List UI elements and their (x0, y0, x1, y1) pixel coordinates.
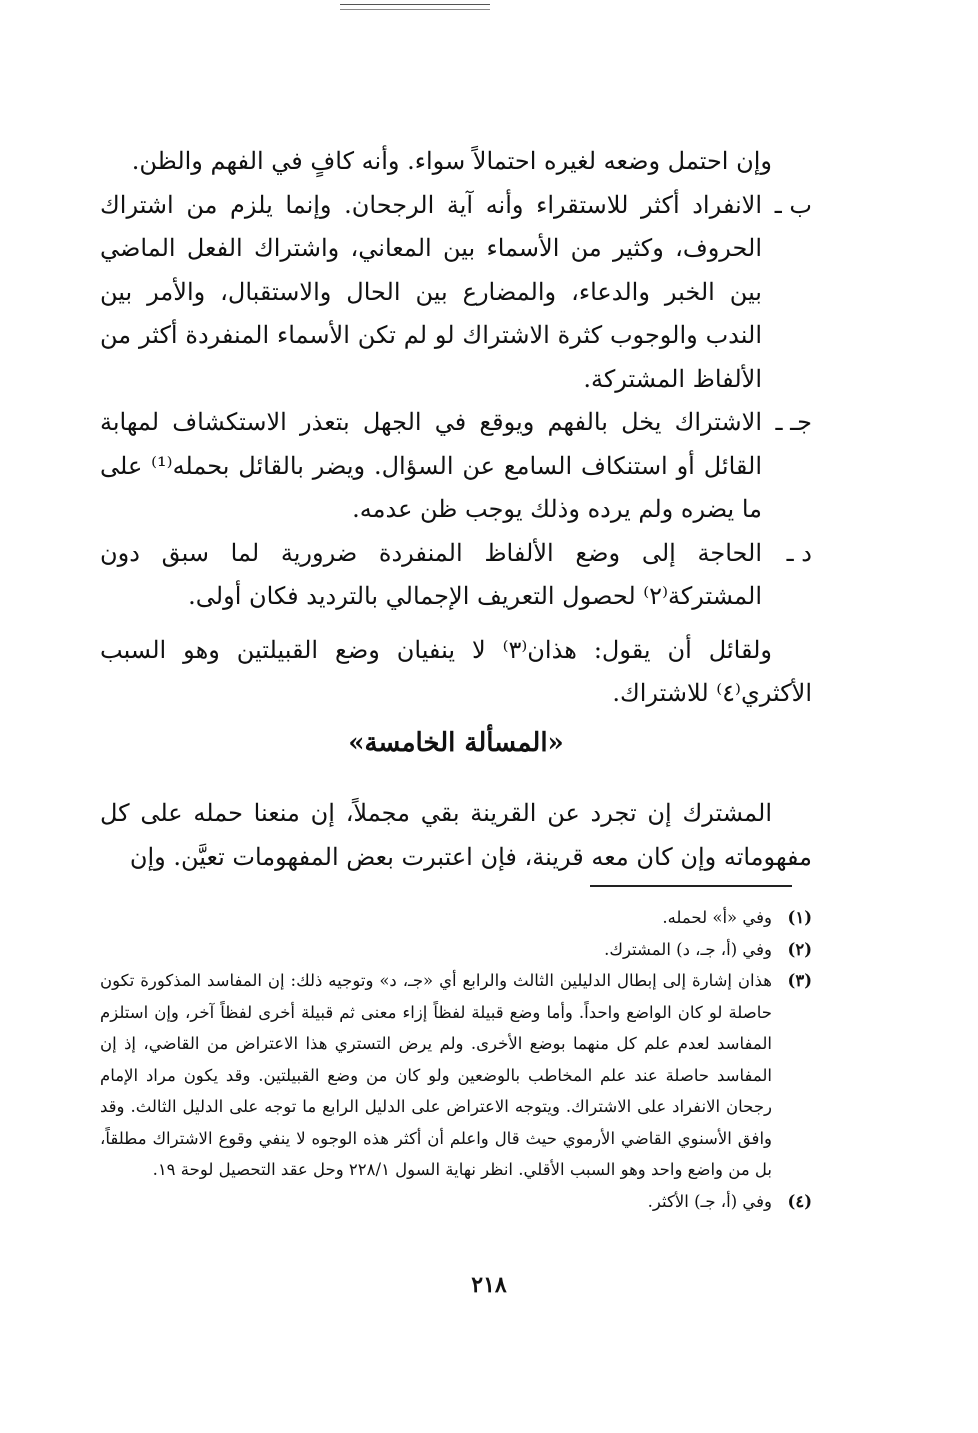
footnote (100, 902, 812, 934)
footnote-text: وفي (أ، جـ) الأكثر. (647, 1191, 772, 1211)
point-b-text: الانفراد أكثر للاستقراء وأنه آية الرجحان. وإنما يلزم من اشتراك الحروف، وكثير من الأسماء بين المعاني، واشتراك الفعل الماضي بين الخبر والدعاء، والمضارع بين الحال والاستقبال، والأمر بين الندب والوجوب كثرة الاشتراك لو لم تكن الأسماء المنفردة أكثر من الألفاظ المشتركة. (100, 190, 762, 393)
footnote-number: (٤) (787, 1191, 812, 1211)
footnote-number: (١) (787, 908, 812, 927)
point-b (100, 184, 812, 402)
footnote (100, 934, 812, 966)
intro-paragraph: وإن احتمل وضعه لغيره احتمالاً سواء. وأنه كافٍ في الفهم والظن. (131, 147, 772, 175)
header-rule-secondary (340, 9, 490, 10)
objection-paragraph: ولقائل أن يقول: هذان⁽٣⁾ لا ينفيان وضع القبيلتين وهو السبب الأكثري⁽٤⁾ للاشتراك. (100, 635, 812, 707)
header-rule (340, 4, 490, 5)
section-paragraph: المشترك إن تجرد عن القرينة بقي مجملاً، إن منعنا حمله على كل مفهوماته وإن كان معه قرينة، فإن اعتبرت بعض المفهومات تعيَّن. وإن (100, 799, 812, 871)
point-j-label: جـ ـ (775, 408, 812, 436)
section-title: «المسألة الخامسة» (348, 728, 564, 758)
point-d-label: د ـ (786, 538, 812, 567)
footnote-text: هذان إشارة إلى إبطال الدليلين الثالث والرابع أي «جـ، د» وتوجيه ذلك: إن المفاسد المذكورة تكون حاصلة لو كان الواضع واحداً. وأما وضع قبيلة لفظاً إزاء معنى ثم قبيلة أخرى لفظاً آخر، وإن استلزم المفاسد لعدم علم كل منهما بوضع الأخرى. ولم يرض التستري هذا الاعتراض من القاضي، إذ إن المفاسد حاصلة عند علم المخاطب بالوضعين ولو كان من وضع القبيلتين. وقد يكون مراد الإمام رجحان الانفراد على الاشتراك. ويتوجه الاعتراض على الدليل الرابع ما توجه على الدليل الثالث. وقد وافق الأسنوي القاضي الأرموي حيث قال واعلم أن أكثر هذه الوجوه لا ينفي وقوع الاشتراك مطلقاً، بل من واضع واحد وهو السبب الأقلي. انظر نهاية السول ٢٢٨/١ وحل عقد التحصيل لوحة ١٩. (100, 971, 772, 1179)
point-b-label: ب ـ (774, 190, 812, 219)
footnote-separator (590, 885, 792, 887)
point-j-text: الاشتراك يخل بالفهم ويوقع في الجهل بتعذر الاستكشاف لمهابة القائل أو استنكاف السامع عن السؤال. ويضر بالقائل بحمله⁽¹⁾ على ما يضره ولم يرده وذلك يوجب ظن عدمه. (100, 408, 763, 523)
point-d-text: الحاجة إلى وضع الألفاظ المنفردة ضرورية لما سبق دون المشتركة⁽٢⁾ لحصول التعريف الإجمالي بالترديد فكان أولى. (100, 538, 762, 610)
page-number: ٢١٨ (471, 1272, 507, 1298)
footnote-text: وفي «أ» لحمله. (662, 908, 772, 927)
point-d (100, 532, 812, 619)
footnote (100, 965, 812, 1186)
footnote-number: (٣) (787, 971, 812, 990)
footnote (100, 1186, 812, 1218)
footnotes (100, 902, 812, 1217)
footnote-text: وفي (أ، جـ، د) المشترك. (604, 939, 772, 959)
footnote-number: (٢) (787, 939, 812, 959)
main-text (100, 140, 812, 716)
point-j (100, 401, 812, 532)
